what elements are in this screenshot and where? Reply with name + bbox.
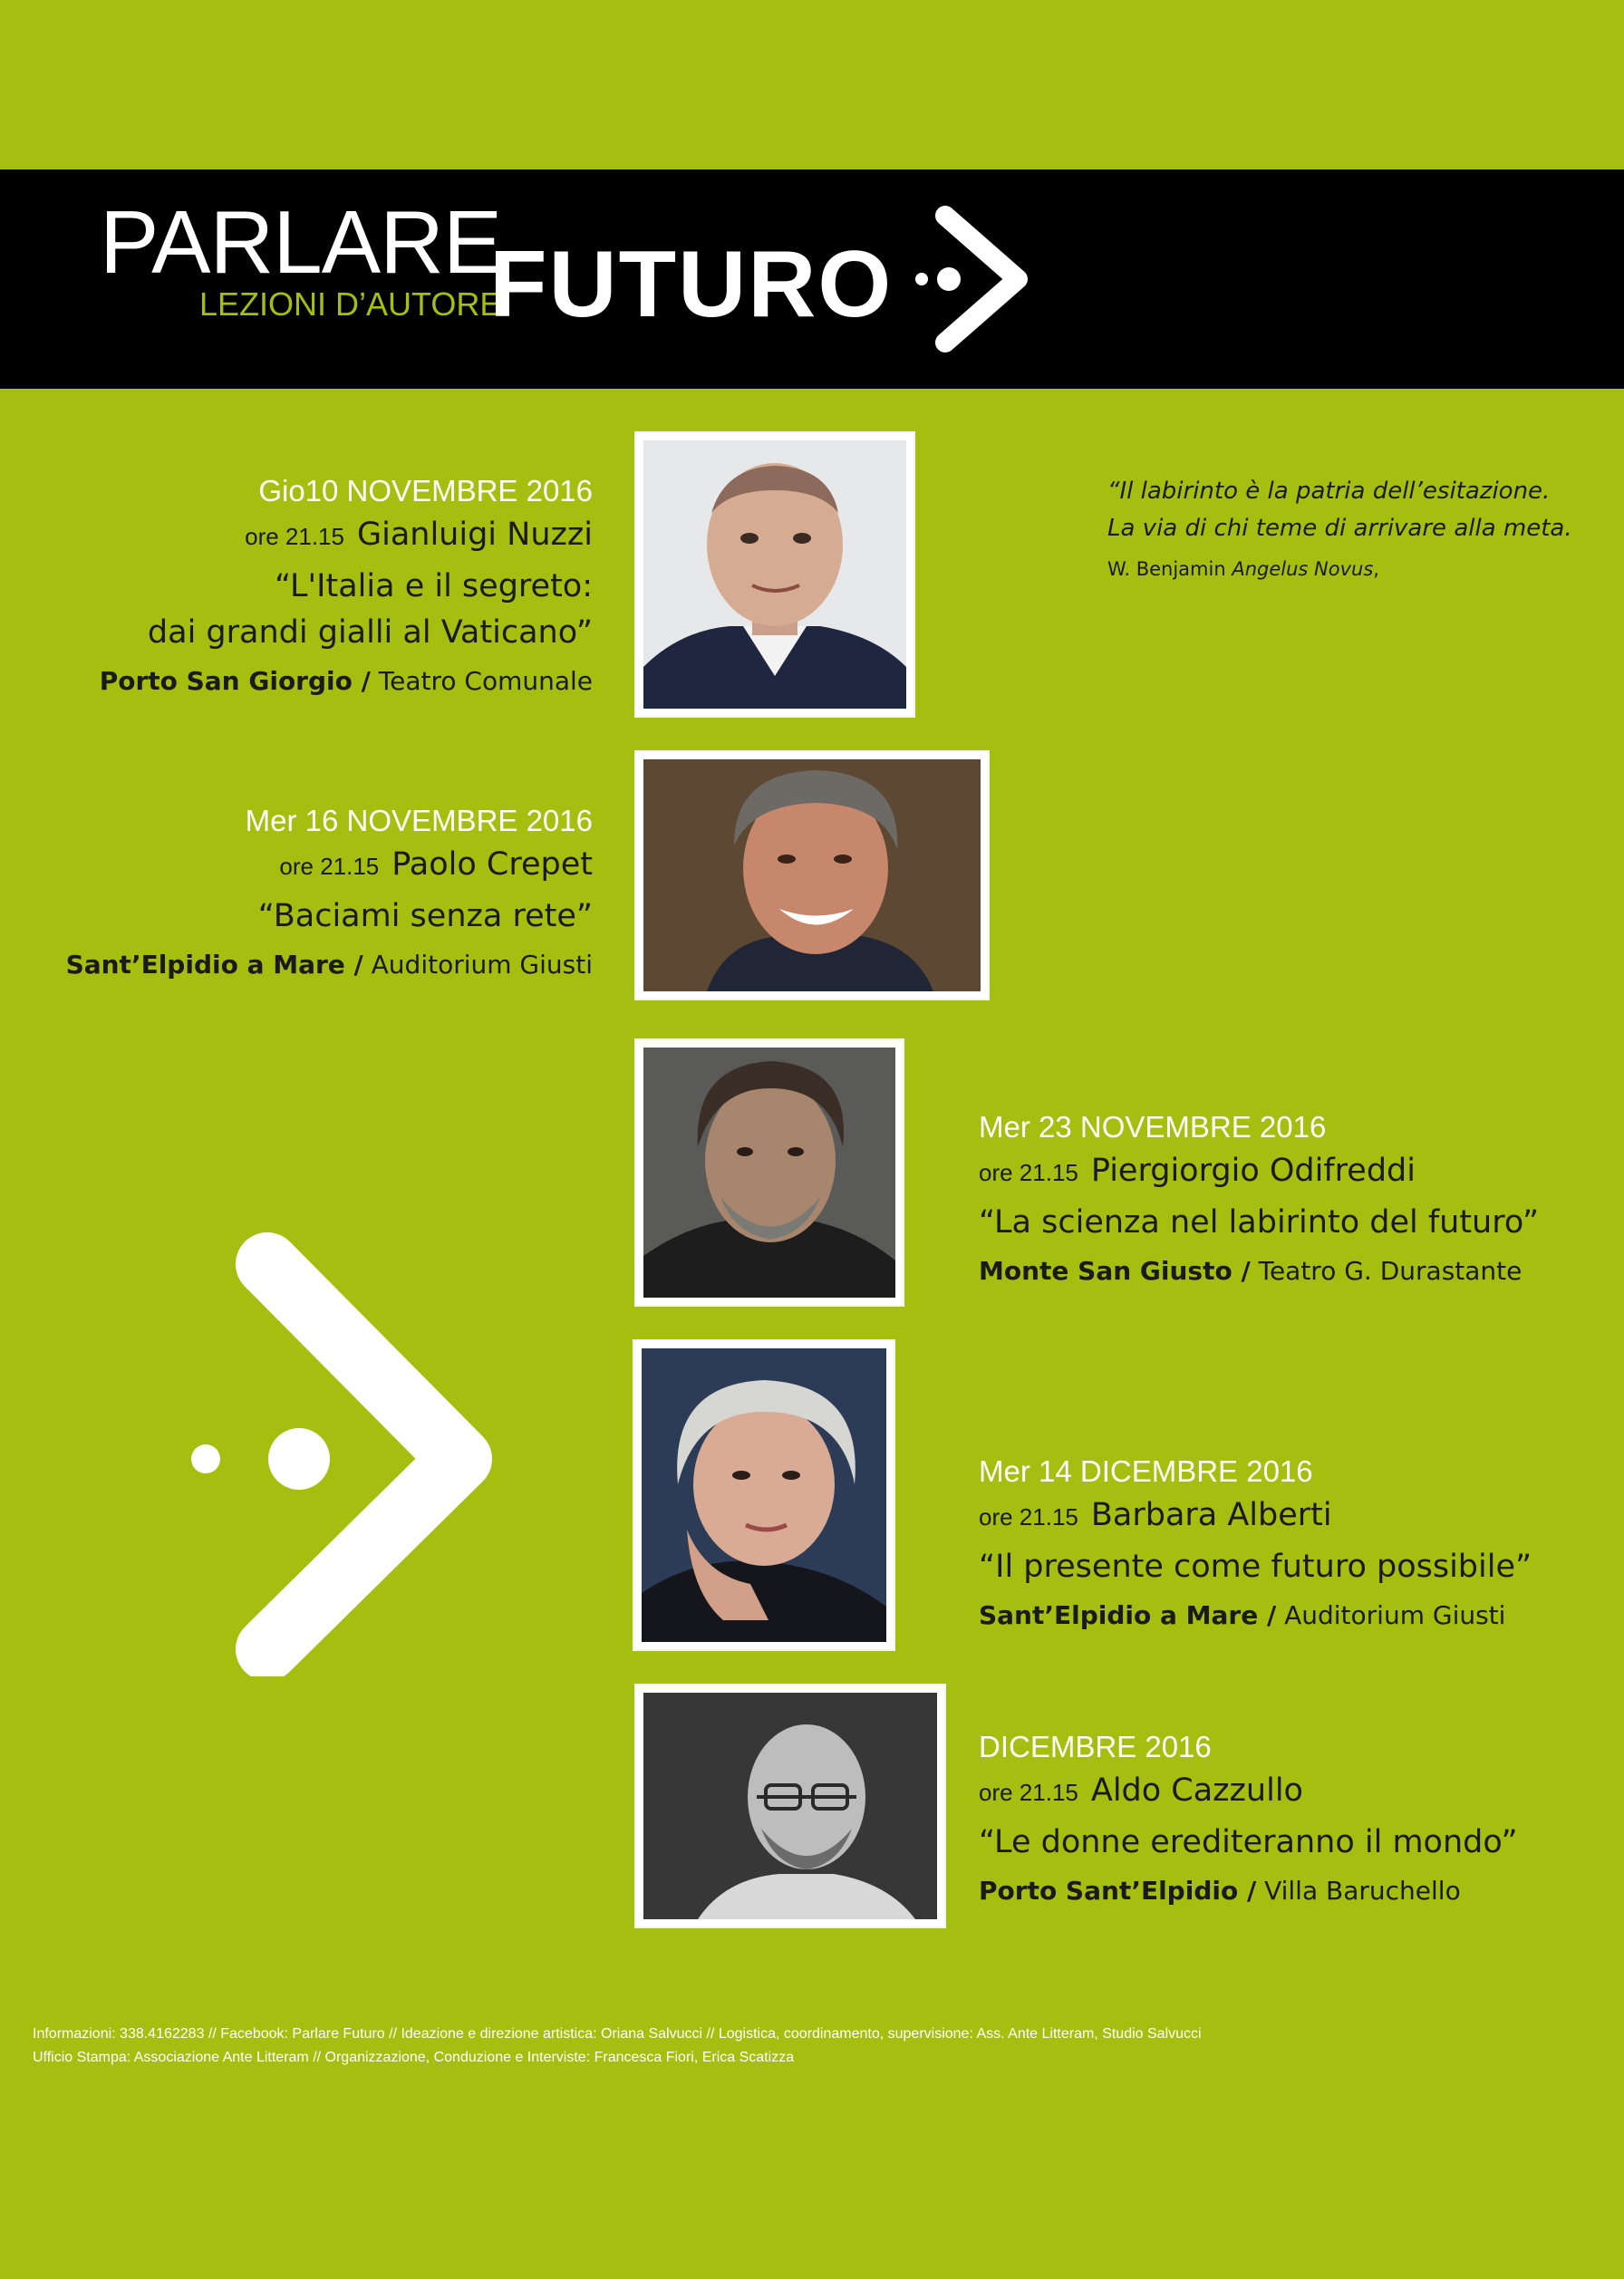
photo-paolo-crepet: [636, 752, 988, 999]
logo-subtitle: LEZIONI D’AUTORE: [199, 285, 502, 323]
quote-work: Angelus Novus: [1232, 558, 1374, 580]
event-speaker: Aldo Cazzullo: [1090, 1772, 1303, 1809]
portrait-image: [643, 1693, 937, 1919]
photo-aldo-cazzullo: [636, 1685, 944, 1927]
event-location: Teatro Comunale: [378, 666, 593, 696]
event-speaker: Paolo Crepet: [392, 846, 593, 883]
event-title: “Baciami senza rete”: [257, 898, 593, 934]
quote-line: “Il labirinto è la patria dell’esitazione.: [1107, 478, 1551, 505]
event-location: Auditorium Giusti: [371, 950, 593, 980]
quote-line: La via di chi teme di arrivare alla meta.: [1107, 515, 1572, 542]
portrait-image: [643, 440, 906, 709]
event-title: “L'Italia e il segreto:: [275, 568, 593, 604]
event-time: ore 21.15: [979, 1159, 1078, 1186]
quote: [1107, 473, 1579, 547]
event-location: Teatro G. Durastante: [1258, 1256, 1522, 1286]
photo-piergiorgio-odifreddi: [636, 1040, 903, 1305]
event-time: ore 21.15: [979, 1779, 1078, 1806]
event-title: “La scienza nel labirinto del futuro”: [979, 1204, 1540, 1241]
footer-line: Ufficio Stampa: Associazione Ante Litteram // Organizzazione, Conduzione e Interviste: Francesca Fiori, Erica Scatizza: [33, 2050, 795, 2065]
event-date: DICEMBRE 2016: [979, 1730, 1212, 1763]
event-time: ore 21.15: [279, 853, 380, 880]
footer-line: Informazioni: 338.4162283 // Facebook: Parlare Futuro // Ideazione e direzione artistica: Oriana Salvucci // Logistica, coordinamento, supervisione: Ass. Ante Litteram, Studio Salvucci: [33, 2026, 1202, 2042]
event-place: Sant’Elpidio a Mare /: [979, 1600, 1277, 1630]
event-title: “Le donne erediteranno il mondo”: [979, 1824, 1518, 1860]
event-time: ore 21.15: [245, 523, 344, 550]
event-crepet: [66, 801, 593, 987]
event-location: Auditorium Giusti: [1284, 1600, 1506, 1630]
event-place: Porto Sant’Elpidio /: [979, 1876, 1257, 1906]
event-speaker: Gianluigi Nuzzi: [356, 517, 593, 553]
event-place: Porto San Giorgio /: [99, 666, 371, 696]
event-time: ore 21.15: [979, 1503, 1078, 1531]
event-date: Gio10 NOVEMBRE 2016: [258, 474, 593, 507]
event-title: “Il presente come futuro possibile”: [979, 1549, 1532, 1585]
event-nuzzi: [100, 471, 593, 703]
event-cazzullo: [979, 1727, 1518, 1913]
logo-word-futuro: FUTURO: [489, 232, 894, 337]
event-alberti: [979, 1452, 1532, 1637]
portrait-image: [643, 759, 981, 991]
event-speaker: Barbara Alberti: [1090, 1497, 1332, 1533]
event-date: Mer 14 DICEMBRE 2016: [979, 1454, 1313, 1488]
portrait-image: [643, 1048, 895, 1298]
quote-trail: ,: [1373, 558, 1379, 580]
event-date: Mer 23 NOVEMBRE 2016: [979, 1110, 1327, 1144]
portrait-image: [642, 1348, 886, 1642]
event-location: Villa Baruchello: [1264, 1876, 1461, 1906]
photo-gianluigi-nuzzi: [636, 433, 914, 716]
event-place: Sant’Elpidio a Mare /: [65, 950, 363, 980]
event-title: dai grandi gialli al Vaticano”: [147, 614, 593, 651]
event-place: Monte San Giusto /: [979, 1256, 1251, 1286]
big-dots-chevron-icon: [181, 1232, 508, 1676]
event-odifreddi: [979, 1107, 1539, 1293]
photo-barbara-alberti: [634, 1341, 894, 1649]
quote-author: [1107, 558, 1379, 580]
event-speaker: Piergiorgio Odifreddi: [1090, 1153, 1416, 1189]
dots-chevron-right-icon: [911, 198, 1038, 361]
footer-credits: [33, 2023, 1591, 2070]
logo-word-parlare: PARLARE: [100, 192, 502, 292]
quote-author-name: W. Benjamin: [1107, 558, 1226, 580]
event-date: Mer 16 NOVEMBRE 2016: [245, 804, 593, 837]
